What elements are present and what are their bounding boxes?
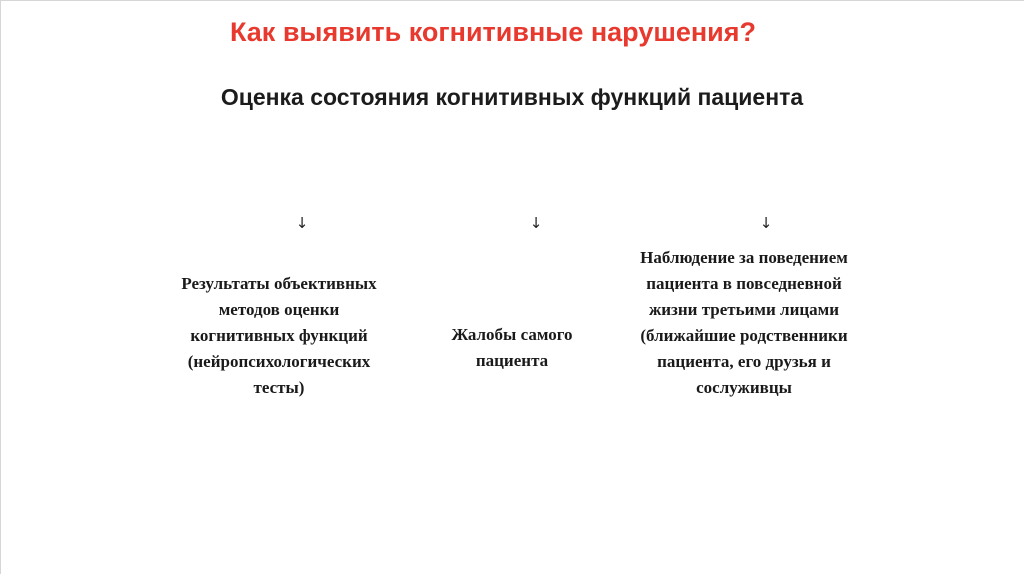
arrow-down-icon: ↓: [759, 214, 773, 232]
arrow-down-icon: ↓: [529, 214, 543, 232]
slide-border-left: [0, 0, 1, 574]
objective-methods-text: Результаты объективных методов оценки когнитивных функций (нейропсихологических тесты): [181, 274, 377, 397]
slide-title: Как выявить когнитивные нарушения?: [229, 17, 757, 47]
arrow-down-icon: ↓: [295, 214, 309, 232]
patient-complaints-text: Жалобы самого пациента: [451, 325, 573, 370]
third-party-observation-text: Наблюдение за поведением пациента в повседневной жизни третьими лицами (ближайшие родственники пациента, его друзья и сослуживцы: [640, 248, 848, 397]
slide-subtitle: Оценка состояния когнитивных функций пациента: [220, 84, 804, 110]
slide-border-top: [0, 0, 1024, 1]
